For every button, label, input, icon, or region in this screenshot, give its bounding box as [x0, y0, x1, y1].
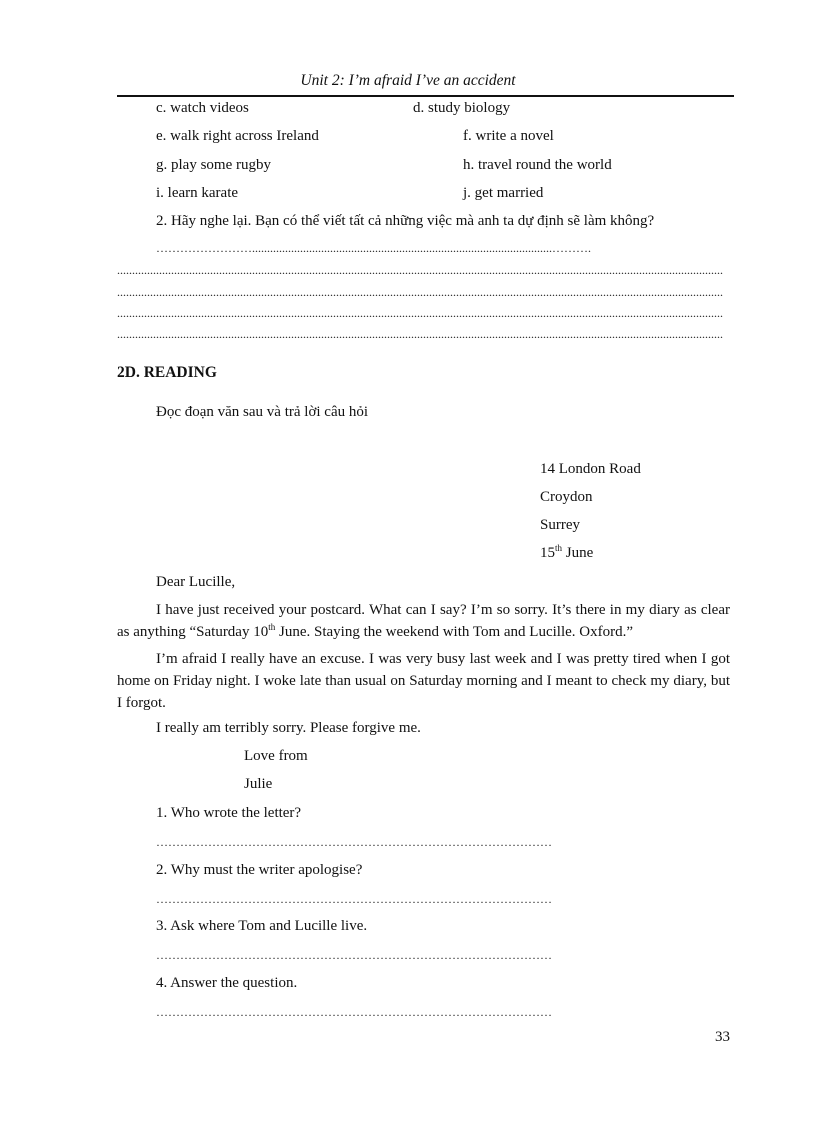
question-1: 1. Who wrote the letter?: [156, 805, 302, 821]
answer-line-q3[interactable]: ………………………………………………………………………………………: [156, 948, 552, 962]
letter-date: [540, 545, 593, 562]
page-number: 33: [715, 1029, 730, 1045]
answer-line-q4[interactable]: ………………………………………………………………………………………: [156, 1005, 552, 1019]
option-d: d. study biology: [413, 100, 511, 116]
letter-paragraph-2: I’m afraid I really have an excuse. I was very busy last week and I was pretty tired when I got home on Friday night. I woke late than usual on Saturday morning and I meant to check my diary, but I forgot.: [117, 651, 730, 711]
answer-line[interactable]: ..........................................................................................................................................................................................................: [117, 285, 723, 299]
letter-paragraph-1: [117, 599, 730, 643]
option-j: j. get married: [463, 185, 544, 201]
option-g: g. play some rugby: [156, 157, 271, 173]
question-3: 3. Ask where Tom and Lucille live.: [156, 918, 368, 934]
letter-salutation: Dear Lucille,: [156, 574, 236, 590]
answer-line[interactable]: ..........................................................................................................................................................................................................: [117, 263, 723, 277]
header-rule: [117, 95, 734, 97]
option-i: i. learn karate: [156, 185, 239, 201]
question-2: 2. Why must the writer apologise?: [156, 862, 363, 878]
option-f: f. write a novel: [463, 128, 554, 144]
answer-line[interactable]: ..........................................................................................................................................................................................................: [117, 306, 723, 320]
address-line-2: Croydon: [540, 489, 593, 505]
question-4: 4. Answer the question.: [156, 975, 298, 991]
page-header-title: Unit 2: I’m afraid I’ve an accident: [300, 72, 516, 89]
paragraph-1-sup: th: [268, 622, 276, 632]
reading-instruction: Đọc đoạn văn sau và trả lời câu hỏi: [156, 404, 369, 420]
letter-signature: Julie: [244, 776, 273, 792]
date-month: June: [562, 545, 594, 561]
address-line-1: 14 London Road: [540, 461, 641, 477]
letter-closing: Love from: [244, 748, 308, 764]
section-title: 2D. READING: [117, 364, 217, 381]
option-c: c. watch videos: [156, 100, 249, 116]
task-2-instruction: 2. Hãy nghe lại. Bạn có thể viết tất cả những việc mà anh ta dự định sẽ làm không?: [156, 213, 655, 229]
paragraph-1-part-a: I have just received your postcard. What can I say? I’m so sorry. It’s there in my diary as clear as anything “Saturday 10: [117, 602, 730, 640]
answer-line-q1[interactable]: ………………………………………………………………………………………: [156, 835, 552, 849]
answer-line[interactable]: ..........................................................................................................................................................................................................: [117, 327, 723, 341]
answer-line[interactable]: ……………………....................................................................................................……….: [156, 241, 591, 255]
address-line-3: Surrey: [540, 517, 580, 533]
date-day: 15: [540, 545, 555, 561]
letter-paragraph-3: I really am terribly sorry. Please forgive me.: [156, 720, 421, 736]
answer-line-q2[interactable]: ………………………………………………………………………………………: [156, 892, 552, 906]
option-e: e. walk right across Ireland: [156, 128, 319, 144]
date-suffix: th: [555, 543, 563, 553]
paragraph-1-part-b: June. Staying the weekend with Tom and Lucille. Oxford.”: [275, 624, 633, 640]
option-h: h. travel round the world: [463, 157, 612, 173]
